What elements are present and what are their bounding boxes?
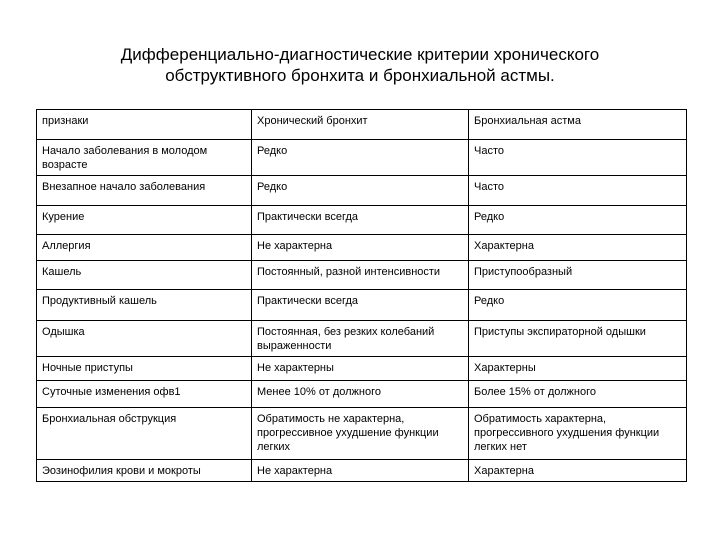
table-cell: Более 15% от должного bbox=[469, 381, 687, 408]
table-cell: Эозинофилия крови и мокроты bbox=[37, 460, 252, 482]
table-cell: Приступы экспираторной одышки bbox=[469, 321, 687, 357]
table-cell: Не характерна bbox=[252, 460, 469, 482]
table-cell: Кашель bbox=[37, 261, 252, 290]
table-cell: Ночные приступы bbox=[37, 357, 252, 381]
table-row bbox=[37, 408, 687, 460]
table-row bbox=[37, 176, 687, 206]
table-row bbox=[37, 206, 687, 235]
table-cell: Бронхиальная обструкция bbox=[37, 408, 252, 460]
slide-title-line-1: Дифференциально-диагностические критерии хронического bbox=[120, 45, 600, 64]
table-cell: Обратимость характерна, прогрессивного ухудшения функции легких нет bbox=[469, 408, 687, 460]
criteria-table bbox=[36, 109, 687, 482]
table-cell: Характерна bbox=[469, 235, 687, 261]
table-cell: Менее 10% от должного bbox=[252, 381, 469, 408]
table-header-row bbox=[37, 110, 687, 140]
table-cell: Аллергия bbox=[37, 235, 252, 261]
table-cell: Характерна bbox=[469, 460, 687, 482]
table-cell: Постоянная, без резких колебаний выраженности bbox=[252, 321, 469, 357]
table-cell: Обратимость не характерна, прогрессивное ухудшение функции легких bbox=[252, 408, 469, 460]
header-cell-chronic-bronchitis: Хронический бронхит bbox=[252, 110, 469, 140]
table-cell: Часто bbox=[469, 140, 687, 176]
table-cell: Постоянный, разной интенсивности bbox=[252, 261, 469, 290]
table-cell: Практически всегда bbox=[252, 206, 469, 235]
table-cell: Характерны bbox=[469, 357, 687, 381]
table-row bbox=[37, 381, 687, 408]
table-cell: Продуктивный кашель bbox=[37, 290, 252, 321]
header-cell-bronchial-asthma: Бронхиальная астма bbox=[469, 110, 687, 140]
table-row bbox=[37, 321, 687, 357]
table-cell: Одышка bbox=[37, 321, 252, 357]
table-cell: Внезапное начало заболевания bbox=[37, 176, 252, 206]
table-cell: Суточные изменения офв1 bbox=[37, 381, 252, 408]
table-cell: Не характерны bbox=[252, 357, 469, 381]
slide-title-line-2: обструктивного бронхита и бронхиальной астмы. bbox=[165, 66, 555, 85]
table-row bbox=[37, 460, 687, 482]
header-cell-signs: признаки bbox=[37, 110, 252, 140]
table-row bbox=[37, 290, 687, 321]
table-cell: Часто bbox=[469, 176, 687, 206]
table-cell: Приступообразный bbox=[469, 261, 687, 290]
table-row bbox=[37, 235, 687, 261]
table-cell: Практически всегда bbox=[252, 290, 469, 321]
table-row bbox=[37, 261, 687, 290]
table-cell: Курение bbox=[37, 206, 252, 235]
table-cell: Редко bbox=[252, 140, 469, 176]
table-row bbox=[37, 357, 687, 381]
table-cell: Начало заболевания в молодом возрасте bbox=[37, 140, 252, 176]
slide-title bbox=[60, 44, 660, 86]
table-row bbox=[37, 140, 687, 176]
table-cell: Редко bbox=[469, 206, 687, 235]
table-cell: Редко bbox=[252, 176, 469, 206]
table-cell: Не характерна bbox=[252, 235, 469, 261]
table-cell: Редко bbox=[469, 290, 687, 321]
